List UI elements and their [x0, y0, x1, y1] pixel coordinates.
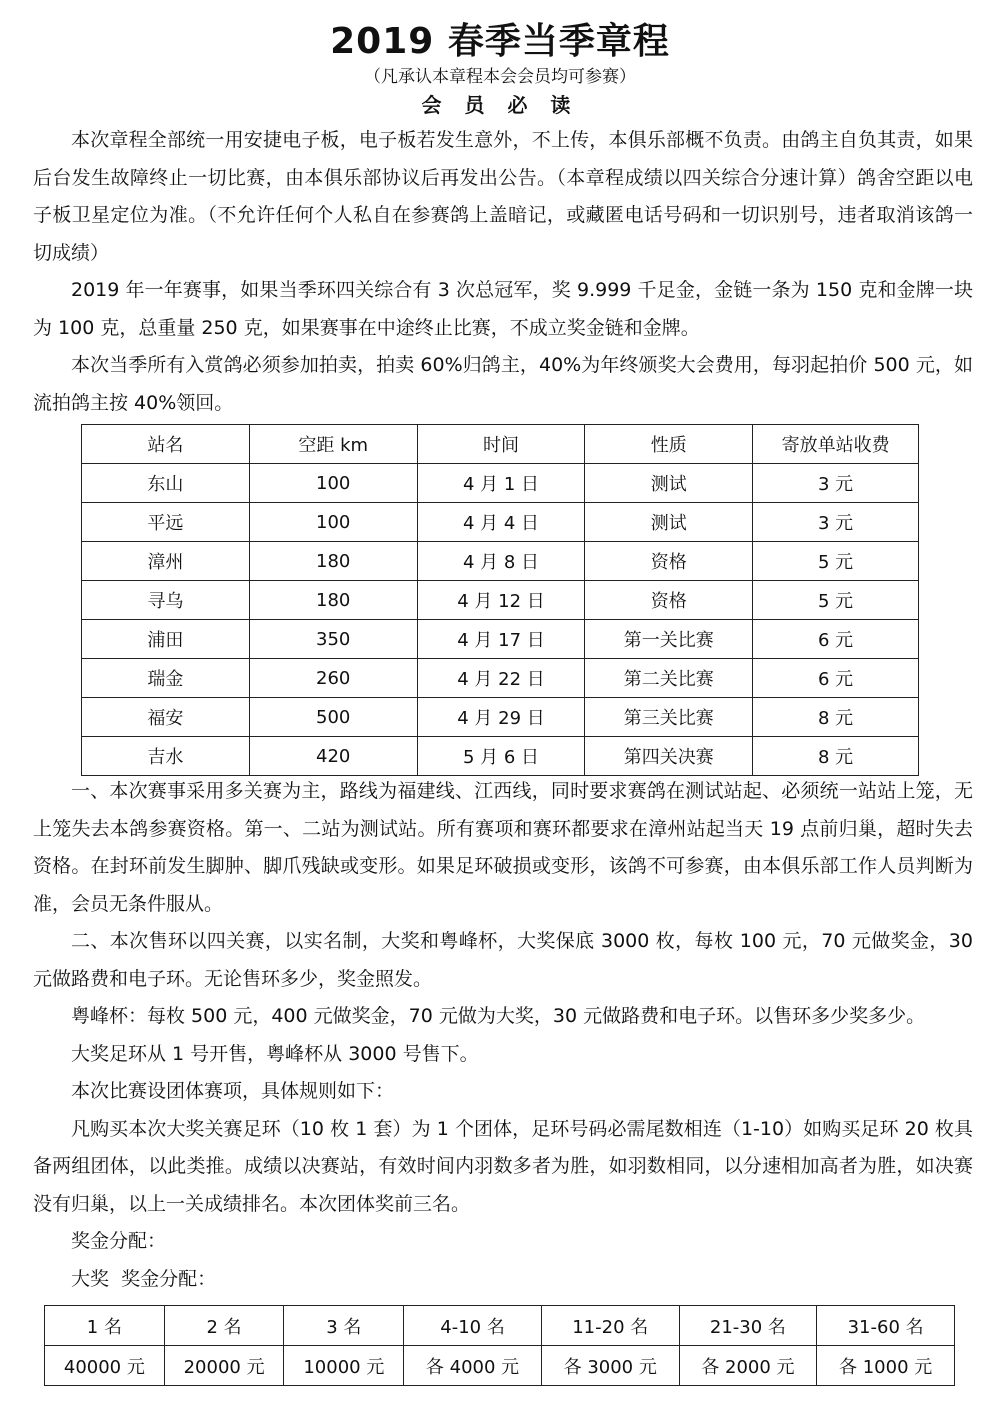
rule-paragraph-4: 大奖足环从 1 号开售，粤峰杯从 3000 号售下。	[71, 1042, 479, 1065]
table-header-cell: 性质	[585, 425, 753, 464]
table-row	[82, 659, 919, 698]
prize-rank-cell: 1 名	[45, 1306, 165, 1346]
rules-section	[33, 773, 973, 1298]
table-cell: 180	[249, 581, 417, 620]
document-subtitle: （凡承认本章程本会会员均可参赛）	[364, 67, 636, 87]
table-cell: 180	[249, 542, 417, 581]
prize-amount-cell: 各 4000 元	[404, 1346, 542, 1386]
prize-rank-cell: 21-30 名	[679, 1306, 817, 1346]
table-cell: 6 元	[753, 659, 919, 698]
table-cell: 瑞金	[82, 659, 250, 698]
table-cell: 8 元	[753, 737, 919, 776]
table-row	[82, 620, 919, 659]
table-cell: 4 月 8 日	[417, 542, 585, 581]
table-cell: 350	[249, 620, 417, 659]
table-row	[82, 737, 919, 776]
table-cell: 第四关决赛	[585, 737, 753, 776]
table-cell: 4 月 17 日	[417, 620, 585, 659]
table-cell: 浦田	[82, 620, 250, 659]
rule-paragraph-2: 二、本次售环以四关赛，以实名制，大奖和粤峰杯，大奖保底 3000 枚，每枚 100 元，70 元做奖金，30 元做路费和电子环。无论售环多少，奖金照发。	[33, 930, 973, 990]
station-schedule-table	[81, 424, 919, 776]
table-cell: 4 月 12 日	[417, 581, 585, 620]
table-cell: 4 月 4 日	[417, 503, 585, 542]
intro-paragraph-2: 2019 年一年赛事，如果当季环四关综合有 3 次总冠军，奖 9.999 千足金，金链一条为 150 克和金牌一块为 100 克，总重量 250 克，如果赛事在中途终止比赛，不成立奖金链和金牌。	[33, 279, 973, 339]
table-cell: 福安	[82, 698, 250, 737]
prize-amount-cell: 各 2000 元	[679, 1346, 817, 1386]
table-cell: 平远	[82, 503, 250, 542]
prize-rank-cell: 4-10 名	[404, 1306, 542, 1346]
table-cell: 5 元	[753, 581, 919, 620]
table-cell: 100	[249, 464, 417, 503]
rule-paragraph-5: 本次比赛设团体赛项，具体规则如下：	[71, 1080, 395, 1102]
table-cell: 3 元	[753, 503, 919, 542]
table-row	[82, 698, 919, 737]
table-cell: 测试	[585, 464, 753, 503]
table-cell: 5 月 6 日	[417, 737, 585, 776]
table-cell: 东山	[82, 464, 250, 503]
table-row	[82, 581, 919, 620]
table-cell: 第三关比赛	[585, 698, 753, 737]
table-row	[82, 542, 919, 581]
table-cell: 3 元	[753, 464, 919, 503]
table-cell: 100	[249, 503, 417, 542]
rule-paragraph-3: 粤峰杯：每枚 500 元，400 元做奖金，70 元做为大奖，30 元做路费和电子环。以售环多少奖多少。	[71, 1005, 926, 1027]
prize-amount-cell: 各 3000 元	[541, 1346, 679, 1386]
document-title: 2019 春季当季章程	[330, 21, 670, 62]
prize-rank-cell: 11-20 名	[541, 1306, 679, 1346]
table-cell: 资格	[585, 581, 753, 620]
rule-paragraph-8: 大奖 奖金分配：	[71, 1267, 217, 1290]
prize-distribution-table	[44, 1305, 955, 1386]
section-heading-must-read: 会 员 必 读	[421, 93, 579, 117]
rule-paragraph-1: 一、本次赛事采用多关赛为主，路线为福建线、江西线，同时要求赛鸽在测试站起、必须统一站站上笼，无上笼失去本鸽参赛资格。第一、二站为测试站。所有赛项和赛环都要求在漳州站起当天 19 点前归巢，超时失去资格。在封环前发生脚肿、脚爪残缺或变形。如果足环破损或变形，该鸽不可参赛，由本俱乐部工作人员判断为准，会员无条件服从。	[33, 780, 973, 915]
table-cell: 260	[249, 659, 417, 698]
intro-paragraph-3: 本次当季所有入赏鸽必须参加拍卖，拍卖 60%归鸽主，40%为年终颁奖大会费用，每羽起拍价 500 元，如流拍鸽主按 40%领回。	[33, 354, 973, 414]
table-cell: 8 元	[753, 698, 919, 737]
prize-rank-cell: 3 名	[284, 1306, 404, 1346]
table-cell: 420	[249, 737, 417, 776]
prize-rank-row	[45, 1306, 955, 1346]
table-row	[82, 464, 919, 503]
table-cell: 4 月 29 日	[417, 698, 585, 737]
table-header-row	[82, 425, 919, 464]
table-row	[82, 503, 919, 542]
table-header-cell: 空距 km	[249, 425, 417, 464]
prize-amount-cell: 10000 元	[284, 1346, 404, 1386]
rule-paragraph-6: 凡购买本次大奖关赛足环（10 枚 1 套）为 1 个团体，足环号码必需尾数相连（1-10）如购买足环 20 枚具备两组团体，以此类推。成绩以决赛站，有效时间内羽数多者为胜，如羽数相同，以分速相加高者为胜，如决赛没有归巢，以上一关成绩排名。本次团体奖前三名。	[33, 1117, 973, 1215]
table-header-cell: 寄放单站收费	[753, 425, 919, 464]
station-schedule-body	[82, 425, 919, 776]
prize-rank-cell: 31-60 名	[817, 1306, 955, 1346]
prize-amount-row	[45, 1346, 955, 1386]
table-cell: 测试	[585, 503, 753, 542]
prize-amount-cell: 20000 元	[164, 1346, 284, 1386]
table-cell: 寻乌	[82, 581, 250, 620]
prize-rank-cell: 2 名	[164, 1306, 284, 1346]
table-header-cell: 时间	[417, 425, 585, 464]
table-cell: 漳州	[82, 542, 250, 581]
rule-paragraph-7: 奖金分配：	[71, 1230, 167, 1252]
table-cell: 吉水	[82, 737, 250, 776]
table-cell: 第一关比赛	[585, 620, 753, 659]
table-cell: 4 月 1 日	[417, 464, 585, 503]
table-cell: 500	[249, 698, 417, 737]
table-cell: 资格	[585, 542, 753, 581]
table-header-cell: 站名	[82, 425, 250, 464]
table-cell: 第二关比赛	[585, 659, 753, 698]
table-cell: 6 元	[753, 620, 919, 659]
prize-amount-cell: 各 1000 元	[817, 1346, 955, 1386]
table-cell: 5 元	[753, 542, 919, 581]
prize-distribution-body	[45, 1306, 955, 1386]
intro-paragraph-1: 本次章程全部统一用安捷电子板，电子板若发生意外，不上传，本俱乐部概不负责。由鸽主自负其责，如果后台发生故障终止一切比赛，由本俱乐部协议后再发出公告。（本章程成绩以四关综合分速计算）鸽舍空距以电子板卫星定位为准。（不允许任何个人私自在参赛鸽上盖暗记，或藏匿电话号码和一切识别号，违者取消该鸽一切成绩）	[33, 129, 973, 264]
table-cell: 4 月 22 日	[417, 659, 585, 698]
prize-amount-cell: 40000 元	[45, 1346, 165, 1386]
intro-section	[33, 122, 973, 422]
